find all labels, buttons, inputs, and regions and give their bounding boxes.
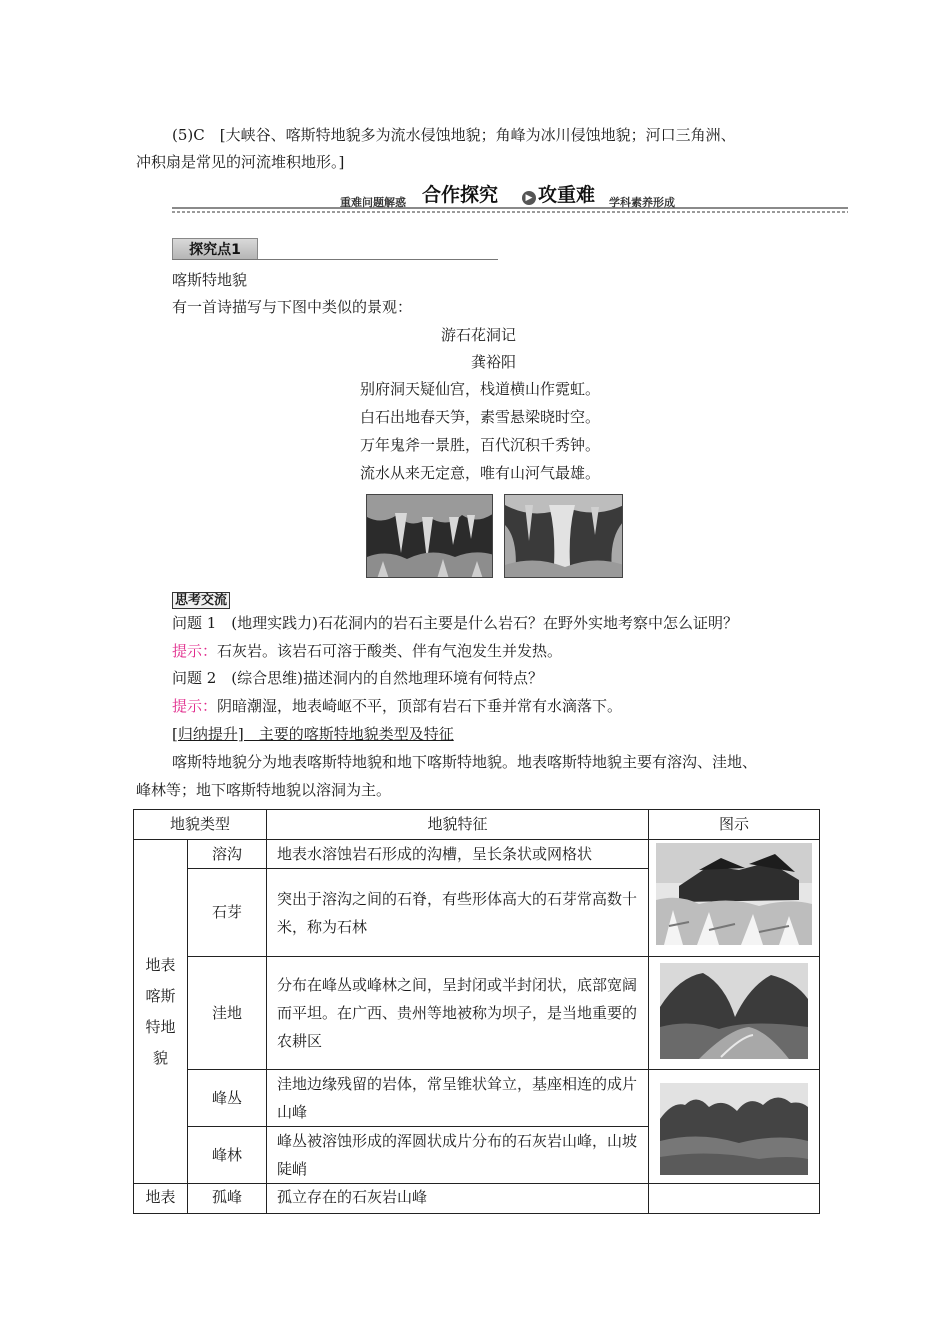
question-2: 问题 2 (综合思维)描述洞内的自然地理环境有何特点？ [172, 669, 544, 687]
answer-line-1: (5)C [大峡谷、喀斯特地貌多为流水侵蚀地貌；角峰为冰川侵蚀地貌；河口三角洲、 [172, 126, 736, 144]
feature-cell: 突出于溶沟之间的石脊，有些形体高大的石芽常高数十米，称为石林 [267, 869, 649, 957]
feature-cell: 分布在峰丛或峰林之间，呈封闭或半封闭状，底部宽阔而平坦。在广西、贵州等地被称为坝子，是当地重要的农耕区 [267, 957, 649, 1070]
type-cell: 石芽 [188, 869, 267, 957]
answer-2-text: 阴暗潮湿，地表崎岖不平，顶部有岩石下垂并常有水滴落下。 [217, 697, 623, 715]
banner-left: 重难问题解惑 [340, 196, 406, 209]
image-cell [649, 1070, 820, 1184]
section-banner [172, 185, 848, 215]
cave-photo-right [504, 494, 623, 578]
poem-line: 万年鬼斧一景胜，百代沉积千秀钟。 [360, 436, 601, 454]
poem-line: 别府洞天疑仙宫，栈道横山作霓虹。 [360, 380, 601, 398]
karren-photo [649, 840, 819, 956]
header-type: 地貌类型 [134, 810, 267, 840]
image-cell [649, 840, 820, 957]
poem-line: 白石出地春天笋，素雪悬梁晓时空。 [360, 408, 601, 426]
poem-line: 流水从来无定意，唯有山河气最雄。 [360, 464, 601, 482]
arrow-icon: ▶ [522, 191, 536, 205]
type-cell: 洼地 [188, 957, 267, 1070]
banner-right: 学科素养形成 [609, 196, 675, 209]
group-char: 喀斯 [145, 986, 176, 1005]
peak-forest-photo [649, 1071, 819, 1183]
section-tab [172, 238, 498, 260]
group-char: 地表 [145, 955, 176, 974]
section-intro: 有一首诗描写与下图中类似的景观： [172, 298, 413, 316]
answer-1 [172, 638, 562, 665]
feature-cell: 峰丛被溶蚀形成的浑圆状成片分布的石灰岩山峰，山坡陡峭 [267, 1127, 649, 1184]
image-cell [649, 957, 820, 1070]
section-topic: 喀斯特地貌 [172, 271, 248, 289]
type-cell: 峰丛 [188, 1070, 267, 1127]
type-cell: 孤峰 [188, 1184, 267, 1214]
answer-2 [172, 693, 622, 720]
header-image: 图示 [649, 810, 820, 840]
group-char: 貌 [152, 1048, 168, 1067]
depression-photo [649, 957, 819, 1069]
header-feature: 地貌特征 [267, 810, 649, 840]
cave-photo-left [366, 494, 493, 578]
banner-main-1: 合作探究 [422, 184, 499, 206]
feature-cell: 孤立存在的石灰岩山峰 [267, 1184, 649, 1214]
feature-cell: 洼地边缘残留的岩体，常呈锥状耸立，基座相连的成片山峰 [267, 1070, 649, 1127]
summary-label: [归纳提升] 主要的喀斯特地貌类型及特征 [172, 725, 454, 743]
hint-label: 提示： [172, 642, 218, 660]
banner-main-2: 攻重难 [538, 184, 596, 206]
type-cell: 峰林 [188, 1127, 267, 1184]
landform-table [133, 809, 820, 1214]
summary-line-2: 峰林等；地下喀斯特地貌以溶洞为主。 [136, 781, 392, 799]
group-surface: 地表 [134, 1184, 188, 1214]
image-cell-empty [649, 1184, 820, 1214]
type-cell: 溶沟 [188, 840, 267, 869]
summary-line-1: 喀斯特地貌分为地表喀斯特地貌和地下喀斯特地貌。地表喀斯特地貌主要有溶沟、洼地、 [172, 753, 758, 771]
section-tab-label: 探究点1 [172, 238, 258, 260]
feature-cell: 地表水溶蚀岩石形成的沟槽，呈长条状或网格状 [267, 840, 649, 869]
hint-label: 提示： [172, 697, 218, 715]
answer-line-2: 冲积扇是常见的河流堆积地形。] [136, 153, 345, 171]
think-label-text: 思考交流 [172, 592, 230, 609]
group-surface-karst [134, 840, 188, 1184]
question-1: 问题 1 (地理实践力)石花洞内的岩石主要是什么岩石？在野外实地考察中怎么证明？ [172, 614, 739, 632]
answer-1-text: 石灰岩。该岩石可溶于酸类、伴有气泡发生并发热。 [217, 642, 563, 660]
poem-title: 游石花洞记 [441, 326, 517, 344]
think-label [172, 590, 230, 609]
poem-author: 龚裕阳 [471, 353, 517, 371]
group-char: 特地 [145, 1017, 176, 1036]
